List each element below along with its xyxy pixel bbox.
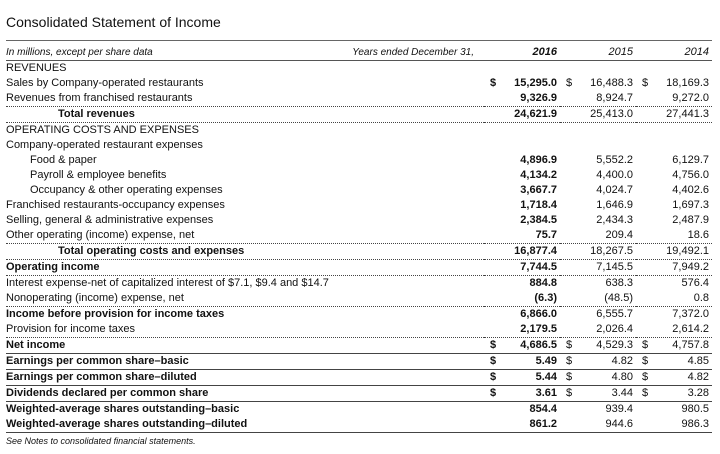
value-2015 <box>560 123 636 139</box>
value-2016 <box>484 370 560 386</box>
value-2014 <box>636 322 712 338</box>
value-2014 <box>636 76 712 91</box>
amount: 4,686.5 <box>520 339 557 351</box>
value-2015 <box>560 386 636 402</box>
currency-symbol: $ <box>490 355 497 367</box>
row-label: Other operating (income) expense, net <box>6 229 195 241</box>
value-2014 <box>636 291 712 307</box>
value-2015 <box>560 260 636 276</box>
row-label-cell <box>6 417 484 433</box>
table-row <box>6 228 712 244</box>
amount: 27,441.3 <box>666 108 709 120</box>
row-label: Provision for income taxes <box>6 323 135 335</box>
value-2014 <box>636 276 712 292</box>
currency-symbol: $ <box>490 387 497 399</box>
value-2014 <box>636 307 712 323</box>
table-row <box>6 183 712 198</box>
row-label-cell <box>6 198 484 213</box>
row-label-cell <box>6 107 484 123</box>
currency-symbol: $ <box>566 355 573 367</box>
statement-title: Consolidated Statement of Income <box>6 14 221 30</box>
income-statement-table <box>6 44 712 433</box>
value-2015 <box>560 307 636 323</box>
amount: 939.4 <box>605 403 633 415</box>
currency-symbol: $ <box>642 339 649 351</box>
amount: 16,877.4 <box>514 245 557 257</box>
amount: 576.4 <box>681 277 709 289</box>
value-2016 <box>484 276 560 292</box>
amount: 209.4 <box>605 229 633 241</box>
row-label-cell <box>6 228 484 244</box>
row-label-cell <box>6 153 484 168</box>
amount: 9,326.9 <box>520 92 557 104</box>
amount: 4,896.9 <box>520 154 557 166</box>
row-label: Revenues from franchised restaurants <box>6 92 193 104</box>
table-row <box>6 213 712 228</box>
value-2016 <box>484 213 560 228</box>
row-label-cell <box>6 322 484 338</box>
value-2014 <box>636 386 712 402</box>
amount: 4,529.3 <box>596 339 633 351</box>
amount: 4.85 <box>687 355 709 367</box>
row-label-cell <box>6 276 484 292</box>
value-2015 <box>560 61 636 77</box>
row-label-cell <box>6 338 484 354</box>
amount: 4.80 <box>611 371 633 383</box>
amount: 1,646.9 <box>596 199 633 211</box>
value-2015 <box>560 338 636 354</box>
value-2016 <box>484 168 560 183</box>
row-label-cell <box>6 76 484 91</box>
amount: 75.7 <box>535 229 557 241</box>
amount: 638.3 <box>605 277 633 289</box>
value-2016 <box>484 228 560 244</box>
amount: 6,866.0 <box>520 308 557 320</box>
value-2015 <box>560 354 636 370</box>
currency-symbol: $ <box>490 339 497 351</box>
row-label: Company-operated restaurant expenses <box>6 139 203 151</box>
value-2015 <box>560 213 636 228</box>
value-2014 <box>636 153 712 168</box>
value-2014 <box>636 213 712 228</box>
amount: 4,757.8 <box>672 339 709 351</box>
value-2015 <box>560 228 636 244</box>
amount: 25,413.0 <box>590 108 633 120</box>
title-divider <box>6 40 712 41</box>
amount: 3.44 <box>611 387 633 399</box>
amount: 2,487.9 <box>672 214 709 226</box>
amount: 5,552.2 <box>596 154 633 166</box>
amount: 854.4 <box>529 403 557 415</box>
amount: 7,949.2 <box>672 261 709 273</box>
amount: 9,272.0 <box>672 92 709 104</box>
amount: 4,134.2 <box>520 169 557 181</box>
value-2014 <box>636 107 712 123</box>
value-2016 <box>484 244 560 260</box>
value-2014 <box>636 183 712 198</box>
value-2015 <box>560 107 636 123</box>
row-label: Total revenues <box>58 108 135 120</box>
amount: 18,169.3 <box>666 77 709 89</box>
row-label: Selling, general & administrative expenses <box>6 214 214 226</box>
currency-symbol: $ <box>566 339 573 351</box>
value-2016 <box>484 386 560 402</box>
row-label: Total operating costs and expenses <box>58 245 245 257</box>
table-row <box>6 291 712 307</box>
amount: 7,744.5 <box>520 261 557 273</box>
amount: 5.49 <box>535 355 557 367</box>
value-2014 <box>636 91 712 107</box>
table-row <box>6 402 712 418</box>
value-2015 <box>560 291 636 307</box>
value-2015 <box>560 138 636 153</box>
year-2016-header: 2016 <box>484 44 560 61</box>
amount: 6,555.7 <box>596 308 633 320</box>
amount: 2,179.5 <box>520 323 557 335</box>
row-label: Earnings per common share–basic <box>6 355 189 367</box>
value-2014 <box>636 198 712 213</box>
row-label-cell <box>6 138 484 153</box>
amount: 1,718.4 <box>520 199 557 211</box>
currency-symbol: $ <box>642 387 649 399</box>
amount: 986.3 <box>681 418 709 430</box>
row-label-cell <box>6 370 484 386</box>
table-row <box>6 338 712 354</box>
value-2014 <box>636 417 712 433</box>
value-2014 <box>636 354 712 370</box>
table-row <box>6 91 712 107</box>
amount: 2,026.4 <box>596 323 633 335</box>
table-row <box>6 322 712 338</box>
row-label: Payroll & employee benefits <box>30 169 167 181</box>
value-2015 <box>560 91 636 107</box>
currency-symbol: $ <box>642 355 649 367</box>
value-2014 <box>636 61 712 77</box>
row-label: Net income <box>6 339 66 351</box>
table-row <box>6 417 712 433</box>
row-label-cell <box>6 213 484 228</box>
value-2016 <box>484 183 560 198</box>
table-row <box>6 138 712 153</box>
value-2016 <box>484 61 560 77</box>
currency-symbol: $ <box>642 371 649 383</box>
amount: 8,924.7 <box>596 92 633 104</box>
year-2015-header: 2015 <box>560 44 636 61</box>
currency-symbol: $ <box>566 387 573 399</box>
amount: 861.2 <box>529 418 557 430</box>
amount: 19,492.1 <box>666 245 709 257</box>
table-row <box>6 276 712 292</box>
amount: 2,614.2 <box>672 323 709 335</box>
amount: 4.82 <box>687 371 709 383</box>
row-label: Sales by Company-operated restaurants <box>6 77 204 89</box>
value-2015 <box>560 417 636 433</box>
row-label: Franchised restaurants-occupancy expenses <box>6 199 225 211</box>
amount: 16,488.3 <box>590 77 633 89</box>
value-2016 <box>484 260 560 276</box>
amount: 7,372.0 <box>672 308 709 320</box>
currency-symbol: $ <box>490 371 497 383</box>
amount: 4,756.0 <box>672 169 709 181</box>
row-label: Income before provision for income taxes <box>6 308 225 320</box>
table-header-row <box>6 44 712 61</box>
currency-symbol: $ <box>566 77 573 89</box>
amount: 15,295.0 <box>514 77 557 89</box>
value-2016 <box>484 417 560 433</box>
row-label-cell <box>6 386 484 402</box>
row-label: REVENUES <box>6 62 67 74</box>
units-note: In millions, except per share data <box>6 46 153 58</box>
amount: 24,621.9 <box>514 108 557 120</box>
currency-symbol: $ <box>642 77 649 89</box>
value-2015 <box>560 322 636 338</box>
table-row <box>6 244 712 260</box>
table-row <box>6 354 712 370</box>
value-2016 <box>484 91 560 107</box>
row-label: Weighted-average shares outstanding–basic <box>6 403 240 415</box>
row-label: Occupancy & other operating expenses <box>30 184 223 196</box>
row-label: Nonoperating (income) expense, net <box>6 292 184 304</box>
value-2016 <box>484 198 560 213</box>
row-label: Interest expense-net of capitalized interest of $7.1, $9.4 and $14.7 <box>6 277 329 289</box>
value-2016 <box>484 307 560 323</box>
table-row <box>6 307 712 323</box>
table-row <box>6 168 712 183</box>
table-row <box>6 76 712 91</box>
value-2015 <box>560 370 636 386</box>
table-row <box>6 123 712 139</box>
table-row <box>6 370 712 386</box>
row-label-cell <box>6 402 484 418</box>
row-label-cell <box>6 168 484 183</box>
row-label-cell <box>6 307 484 323</box>
amount: 4.82 <box>611 355 633 367</box>
value-2014 <box>636 168 712 183</box>
value-2016 <box>484 138 560 153</box>
currency-symbol: $ <box>490 77 497 89</box>
row-label: Food & paper <box>30 154 97 166</box>
amount: 2,384.5 <box>520 214 557 226</box>
value-2015 <box>560 198 636 213</box>
amount: 6,129.7 <box>672 154 709 166</box>
row-label-cell <box>6 291 484 307</box>
amount: 980.5 <box>681 403 709 415</box>
row-label-cell <box>6 61 484 77</box>
value-2014 <box>636 228 712 244</box>
footnote: See Notes to consolidated financial statements. <box>6 436 196 446</box>
row-label: OPERATING COSTS AND EXPENSES <box>6 124 199 136</box>
amount: (48.5) <box>604 292 633 304</box>
amount: 2,434.3 <box>596 214 633 226</box>
value-2016 <box>484 76 560 91</box>
value-2014 <box>636 260 712 276</box>
amount: 7,145.5 <box>596 261 633 273</box>
value-2014 <box>636 123 712 139</box>
year-2014-header: 2014 <box>636 44 712 61</box>
amount: 5.44 <box>535 371 557 383</box>
amount: 3,667.7 <box>520 184 557 196</box>
amount: 18.6 <box>687 229 709 241</box>
row-label: Earnings per common share–diluted <box>6 371 197 383</box>
value-2014 <box>636 370 712 386</box>
row-label: Dividends declared per common share <box>6 387 209 399</box>
table-row <box>6 198 712 213</box>
row-label-cell <box>6 354 484 370</box>
row-label-cell <box>6 260 484 276</box>
row-label: Weighted-average shares outstanding–diluted <box>6 418 248 430</box>
value-2014 <box>636 402 712 418</box>
statement-body <box>6 61 712 433</box>
value-2015 <box>560 76 636 91</box>
value-2016 <box>484 291 560 307</box>
amount: 884.8 <box>529 277 557 289</box>
table-row <box>6 260 712 276</box>
row-label-cell <box>6 91 484 107</box>
amount: 4,024.7 <box>596 184 633 196</box>
value-2015 <box>560 153 636 168</box>
value-2016 <box>484 123 560 139</box>
value-2015 <box>560 168 636 183</box>
value-2015 <box>560 276 636 292</box>
value-2016 <box>484 322 560 338</box>
value-2014 <box>636 338 712 354</box>
table-row <box>6 61 712 77</box>
row-label-cell <box>6 183 484 198</box>
value-2016 <box>484 338 560 354</box>
table-row <box>6 153 712 168</box>
value-2016 <box>484 354 560 370</box>
amount: (6.3) <box>534 292 557 304</box>
currency-symbol: $ <box>566 371 573 383</box>
amount: 18,267.5 <box>590 245 633 257</box>
row-label-cell <box>6 244 484 260</box>
amount: 1,697.3 <box>672 199 709 211</box>
value-2014 <box>636 244 712 260</box>
header-cell <box>6 44 484 61</box>
table-row <box>6 107 712 123</box>
value-2015 <box>560 244 636 260</box>
row-label: Operating income <box>6 261 100 273</box>
amount: 944.6 <box>605 418 633 430</box>
value-2016 <box>484 402 560 418</box>
value-2016 <box>484 107 560 123</box>
amount: 4,400.0 <box>596 169 633 181</box>
value-2016 <box>484 153 560 168</box>
value-2015 <box>560 183 636 198</box>
amount: 3.61 <box>535 387 557 399</box>
value-2015 <box>560 402 636 418</box>
amount: 4,402.6 <box>672 184 709 196</box>
amount: 3.28 <box>687 387 709 399</box>
row-label-cell <box>6 123 484 139</box>
years-label: Years ended December 31, <box>352 46 474 58</box>
amount: 0.8 <box>693 292 709 304</box>
value-2014 <box>636 138 712 153</box>
table-row <box>6 386 712 402</box>
